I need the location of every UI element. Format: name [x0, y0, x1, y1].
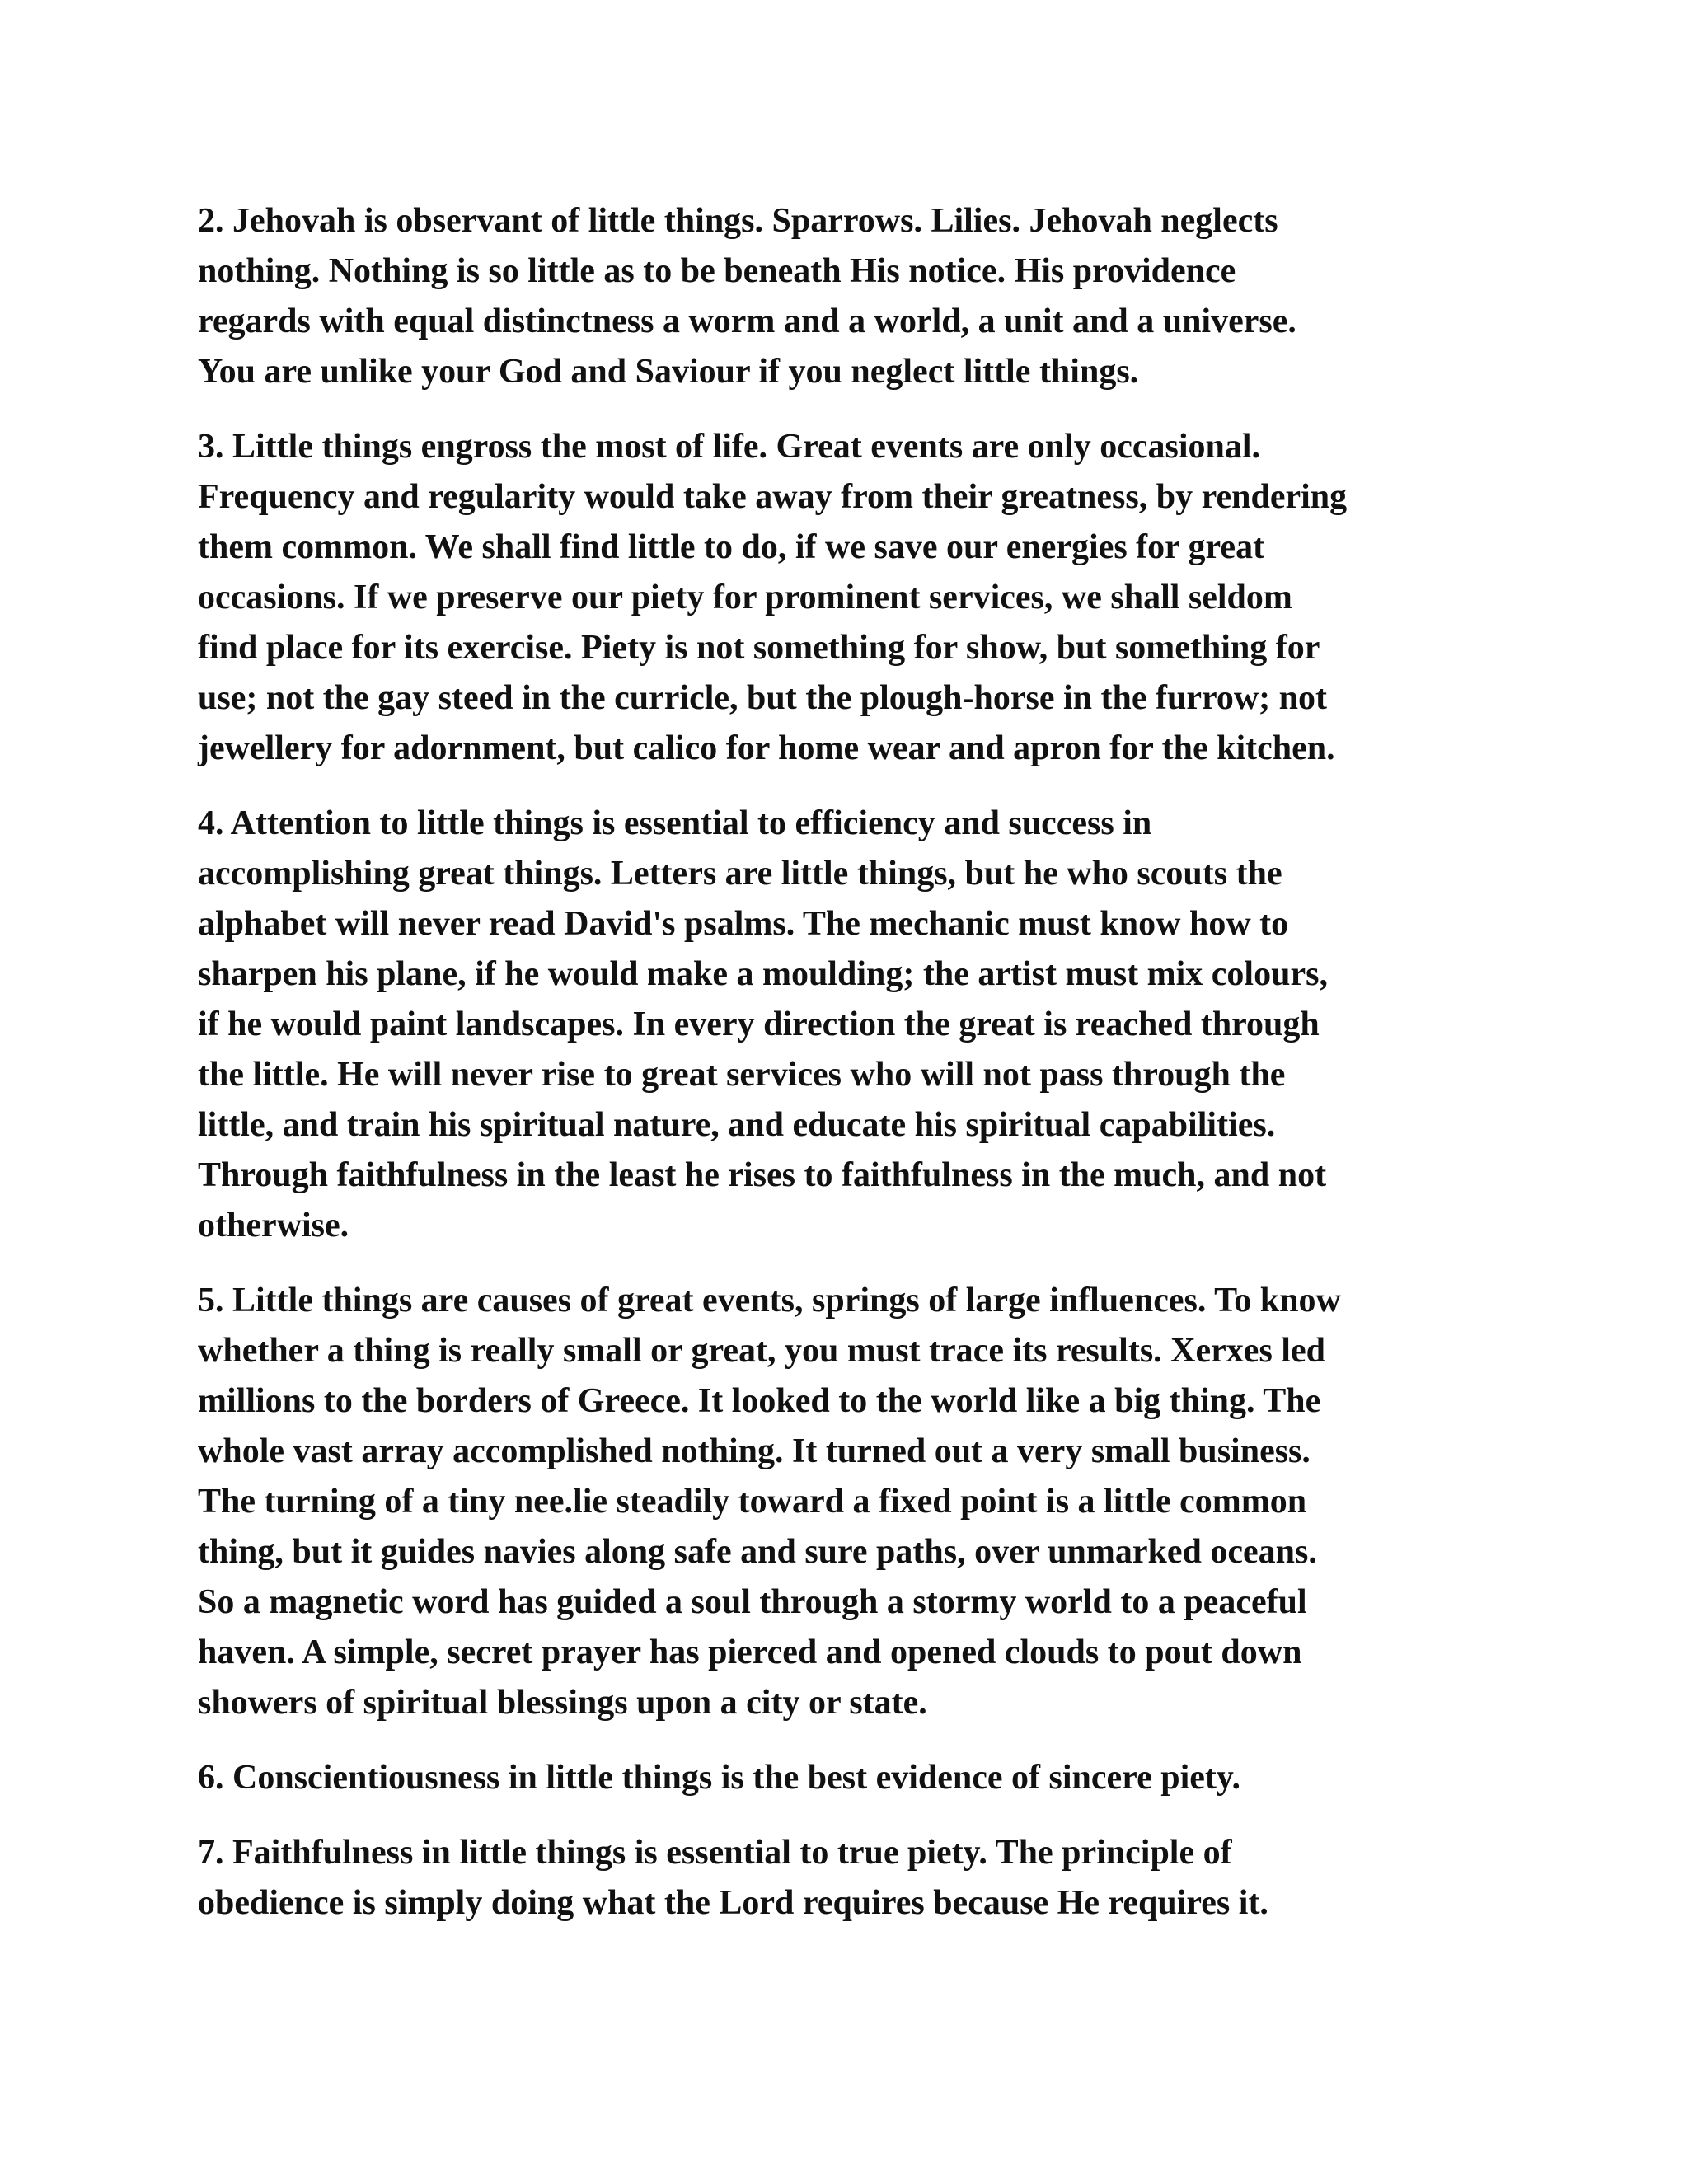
text-line: them common. We shall find little to do, if we save our energies for great [198, 528, 1265, 566]
text-line: 6. Conscientiousness in little things is the best evidence of sincere piety. [198, 1759, 1241, 1797]
text-line: whether a thing is really small or great, you must trace its results. Xerxes led [198, 1332, 1325, 1370]
text-line: haven. A simple, secret prayer has pierced and opened clouds to pout down [198, 1633, 1302, 1671]
text-line: alphabet will never read David's psalms. The mechanic must know how to [198, 905, 1289, 943]
text-line: whole vast array accomplished nothing. It turned out a very small business. [198, 1432, 1311, 1470]
text-line: little, and train his spiritual nature, and educate his spiritual capabilities. [198, 1106, 1276, 1144]
document-body [198, 196, 1500, 1953]
text-line: if he would paint landscapes. In every direction the great is reached through [198, 1005, 1320, 1043]
text-line: regards with equal distinctness a worm and a world, a unit and a universe. [198, 302, 1296, 340]
text-line: occasions. If we preserve our piety for prominent services, we shall seldom [198, 579, 1292, 616]
text-line: Through faithfulness in the least he rises to faithfulness in the much, and not [198, 1156, 1327, 1194]
text-line: 3. Little things engross the most of life. Great events are only occasional. [198, 428, 1261, 466]
text-line: accomplishing great things. Letters are little things, but he who scouts the [198, 855, 1282, 893]
text-line: otherwise. [198, 1207, 349, 1244]
text-line: obedience is simply doing what the Lord requires because He requires it. [198, 1884, 1268, 1922]
text-line: 5. Little things are causes of great events, springs of large influences. To know [198, 1282, 1341, 1319]
text-line: jewellery for adornment, but calico for home wear and apron for the kitchen. [198, 729, 1335, 767]
text-line: thing, but it guides navies along safe and sure paths, over unmarked oceans. [198, 1533, 1317, 1571]
paragraph-3 [198, 422, 1500, 774]
text-line: sharpen his plane, if he would make a moulding; the artist must mix colours, [198, 955, 1328, 993]
text-line: So a magnetic word has guided a soul through a stormy world to a peaceful [198, 1583, 1307, 1621]
paragraph-7 [198, 1828, 1500, 1929]
text-line: the little. He will never rise to great services who will not pass through the [198, 1056, 1286, 1094]
text-line: find place for its exercise. Piety is not something for show, but something for [198, 629, 1320, 667]
text-line: 2. Jehovah is observant of little things. Sparrows. Lilies. Jehovah neglects [198, 202, 1278, 240]
paragraph-4 [198, 799, 1500, 1251]
text-line: millions to the borders of Greece. It looked to the world like a big thing. The [198, 1382, 1321, 1420]
text-line: Frequency and regularity would take away from their greatness, by rendering [198, 478, 1348, 516]
text-line: The turning of a tiny nee.lie steadily toward a fixed point is a little common [198, 1483, 1307, 1521]
text-line: 7. Faithfulness in little things is essential to true piety. The principle of [198, 1834, 1232, 1872]
text-line: use; not the gay steed in the curricle, but the plough-horse in the furrow; not [198, 679, 1328, 717]
paragraph-2 [198, 196, 1500, 397]
text-line: nothing. Nothing is so little as to be beneath His notice. His providence [198, 252, 1236, 290]
text-line: You are unlike your God and Saviour if you neglect little things. [198, 353, 1139, 391]
text-line: 4. Attention to little things is essential to efficiency and success in [198, 804, 1152, 842]
paragraph-5 [198, 1276, 1500, 1728]
paragraph-6 [198, 1753, 1500, 1803]
text-line: showers of spiritual blessings upon a city or state. [198, 1684, 927, 1722]
